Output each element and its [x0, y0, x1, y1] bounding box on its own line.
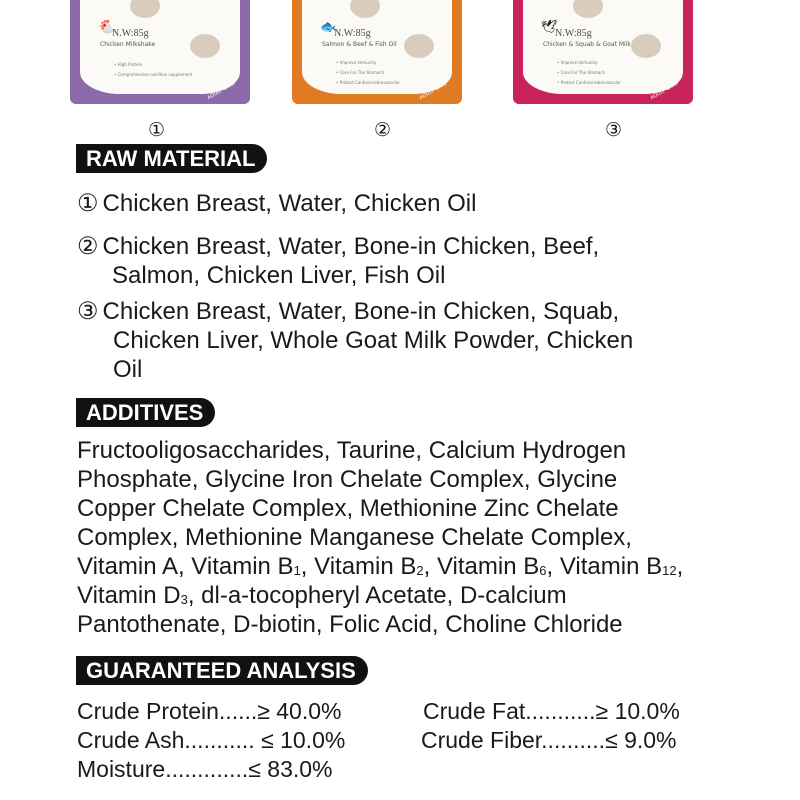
- additives-line: [77, 581, 567, 613]
- cat-paw-image: [404, 34, 434, 58]
- item-line: Chicken Breast, Water, Bone-in Chicken, Squab,: [102, 298, 620, 325]
- additives-line: Phosphate, Glycine Iron Chelate Complex, Glycine: [77, 466, 618, 493]
- badge: • Care For The Stomach: [557, 70, 605, 75]
- package-tag: ADULT CATS: [206, 80, 236, 102]
- analysis-row: Crude Protein......≥ 40.0%: [77, 698, 342, 724]
- text-part: , Vitamin B: [300, 553, 417, 580]
- analysis-row: Crude Ash........... ≤ 10.0%: [77, 727, 346, 753]
- package-tag: ADULT CATS: [649, 80, 679, 102]
- salmon-icon: 🐟: [320, 20, 337, 35]
- badge: • High Protein: [114, 62, 142, 67]
- item-line: Chicken Liver, Whole Goat Milk Powder, Chicken: [113, 327, 634, 354]
- item-line: Oil: [113, 356, 143, 383]
- net-weight: N.W:85g: [334, 28, 371, 39]
- text-part: Vitamin A, Vitamin B: [77, 553, 294, 580]
- raw-material-heading: RAW MATERIAL: [76, 144, 267, 173]
- text-part: , dl-a-tocopheryl Acetate, D-calcium: [187, 582, 567, 609]
- subscript: 6: [539, 563, 547, 578]
- text-part: , Vitamin B: [546, 553, 663, 580]
- item-line: Chicken Breast, Water, Bone-in Chicken, Beef,: [102, 233, 600, 260]
- analysis-heading: GUARANTEED ANALYSIS: [76, 656, 368, 685]
- badge: • Improve Immunity: [336, 60, 376, 65]
- raw-material-item-2: [77, 232, 599, 261]
- additives-line: Fructooligosaccharides, Taurine, Calcium Hydrogen: [77, 437, 627, 464]
- additives-line: Complex, Methionine Manganese Chelate Complex,: [77, 524, 632, 551]
- subscript: 12: [662, 563, 677, 578]
- package-3: [513, 0, 693, 104]
- badge: • Improve Immunity: [557, 60, 597, 65]
- analysis-row: Moisture.............≤ 83.0%: [77, 756, 333, 782]
- flavor-name: Chicken & Squab & Goat Milk: [543, 41, 631, 48]
- badge: • Care For The Stomach: [336, 70, 384, 75]
- package-number: ③: [605, 119, 623, 141]
- badge: • Comprehensive nutrition supplement: [114, 72, 192, 77]
- additives-heading: ADDITIVES: [76, 398, 215, 427]
- flavor-name: Chicken Milkshake: [100, 41, 156, 48]
- item-line: Salmon, Chicken Liver, Fish Oil: [112, 262, 446, 289]
- item-marker: ①: [77, 190, 99, 217]
- raw-material-item-1: [77, 189, 476, 218]
- analysis-row: Crude Fat...........≥ 10.0%: [423, 698, 680, 724]
- item-marker: ②: [77, 233, 99, 260]
- subscript: 3: [180, 592, 188, 607]
- text-part: Vitamin D: [77, 582, 181, 609]
- net-weight: N.W:85g: [112, 28, 149, 39]
- cat-paw-image: [631, 34, 661, 58]
- pigeon-icon: 🕊: [541, 20, 558, 35]
- additives-line: Pantothenate, D-biotin, Folic Acid, Choline Chloride: [77, 611, 623, 638]
- raw-material-item-3: [77, 297, 619, 326]
- cat-paw-image: [190, 34, 220, 58]
- package-tag: ADULT CATS: [418, 80, 448, 102]
- item-marker: ③: [77, 298, 99, 325]
- net-weight: N.W:85g: [555, 28, 592, 39]
- analysis-row: Crude Fiber..........≤ 9.0%: [421, 727, 677, 753]
- item-line: Chicken Breast, Water, Chicken Oil: [102, 190, 477, 217]
- text-part: , Vitamin B: [423, 553, 540, 580]
- badge: • Protect Cardiocerebrovascular: [557, 80, 621, 85]
- additives-vitamins-line: [77, 552, 683, 584]
- package-number: ②: [374, 119, 392, 141]
- badge: • Protect Cardiocerebrovascular: [336, 80, 400, 85]
- text-part: ,: [676, 553, 684, 580]
- subscript: 1: [293, 563, 301, 578]
- package-number: ①: [148, 119, 166, 141]
- additives-line: Copper Chelate Complex, Methionine Zinc Chelate: [77, 495, 619, 522]
- chicken-icon: 🐔: [98, 20, 115, 35]
- package-2: [292, 0, 462, 104]
- package-1: [70, 0, 250, 104]
- subscript: 2: [416, 563, 424, 578]
- flavor-name: Salmon & Beef & Fish Oil: [322, 41, 397, 48]
